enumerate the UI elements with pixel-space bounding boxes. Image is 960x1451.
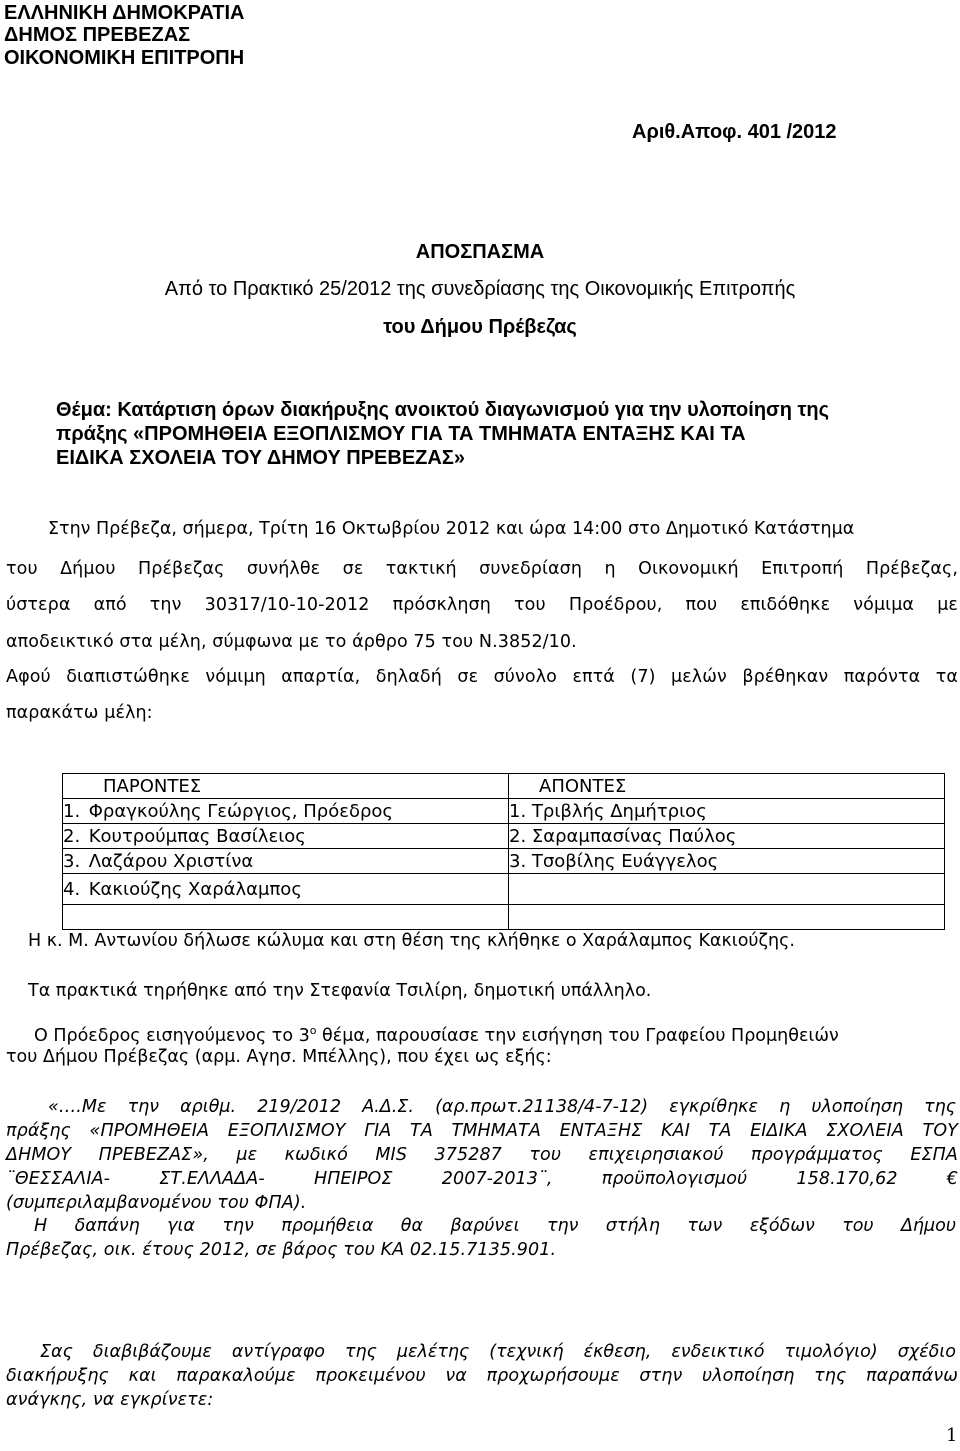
quote-line-7: Πρέβεζας, οικ. έτους 2012, σε βάρος του ΚΑ 02.15.7135.901. [6,1240,557,1260]
quote-line-2: πράξης «ΠΡΟΜΗΘΕΙΑ ΕΞΟΠΛΙΣΜΟΥ ΓΙΑ ΤΑ ΤΜΗΜΑΤΑ ΕΝΤΑΞΗΣ ΚΑΙ ΤΑ ΕΙΔΙΚΑ ΣΧΟΛΕΙΑ ΤΟΥ [6,1121,958,1141]
intro-line-5: Αφού διαπιστώθηκε νόμιμη απαρτία, δηλαδή σε σύνολο επτά (7) μελών βρέθηκαν παρόντα τα [6,667,958,687]
members-table [62,773,945,930]
quote-line-1: «….Με την αριθμ. 219/2012 Α.Δ.Σ. (αρ.πρωτ.21138/4-7-12) εγκρίθηκε η υλοποίηση της [48,1097,956,1117]
quote-line-6: Η δαπάνη για την προμήθεια θα βαρύνει την στήλη των εξόδων του Δήμου [34,1216,956,1236]
present-name: Κακιούζης Χαράλαμπος [88,878,302,900]
extract-title: ΑΠΟΣΠΑΣΜΑ [415,241,545,263]
absent-member: 3. Τσοβίλης Ευάγγελος [509,849,945,874]
absent-member: 2. Σαραμπασίνας Παύλος [509,824,945,849]
intro-line-1: Στην Πρέβεζα, σήμερα, Τρίτη 16 Οκτωβρίου 2012 και ώρα 14:00 στο Δημοτικό Κατάστημα [48,519,855,539]
intro-line-2: του Δήμου Πρέβεζας συνήλθε σε τακτική συνεδρίαση η Οικονομική Επιτροπή Πρέβεζας, [6,559,958,579]
present-name: Φραγκούλης Γεώργιος, Πρόεδρος [88,800,393,822]
header-line-2: ΔΗΜΟΣ ΠΡΕΒΕΖΑΣ [4,24,191,46]
ordinal-superscript: ο [309,1024,317,1037]
chair-line-2: του Δήμου Πρέβεζας (αρμ. Αγησ. Μπέλλης), που έχει ως εξής: [6,1047,552,1067]
quote-line-4: ¨ΘΕΣΣΑΛΙΑ- ΣΤ.ΕΛΛΑΔΑ- ΗΠΕΙΡΟΣ 2007-2013¨, προϋπολογισμού 158.170,62 € [6,1169,958,1189]
absent-member: 1. Τριβλής Δημήτριος [509,799,945,824]
intro-line-6: παρακάτω μέλη: [6,703,153,723]
page-number: 1 [946,1425,958,1446]
table-row [63,774,945,799]
veto-note: Η κ. Μ. Αντωνίου δήλωσε κώλυμα και στη θέση της κλήθηκε ο Χαράλαμπος Κακιούζης. [28,931,795,951]
subject-line-3: ΕΙΔΙΚΑ ΣΧΟΛΕΙΑ ΤΟΥ ΔΗΜΟΥ ΠΡΕΒΕΖΑΣ» [56,447,465,469]
present-number: 1. [63,800,81,822]
chair-text-start: Ο Πρόεδρος εισηγούμενος το 3 [34,1025,310,1046]
intro-line-3: ύστερα από την 30317/10-10-2012 πρόσκληση του Προέδρου, που επιδόθηκε νόμιμα με [6,595,958,615]
closing-line-1: Σας διαβιβάζουμε αντίγραφο της μελέτης (τεχνική έκθεση, ενδεικτικό τιμολόγιο) σχέδιο [40,1342,956,1362]
closing-line-2: διακήρυξης και παρακαλούμε προκειμένου να προχωρήσουμε στην υλοποίηση της παραπάνω [6,1366,958,1386]
table-row [63,799,945,824]
quote-line-5: (συμπεριλαμβανομένου του ΦΠΑ). [6,1193,307,1213]
table-row [63,905,945,930]
intro-line-4: αποδεικτικό στα μέλη, σύμφωνα με το άρθρο 75 του Ν.3852/10. [6,632,577,652]
table-row [63,824,945,849]
present-member-cell [63,799,509,824]
absent-empty-cell [509,874,945,905]
minutes-title: Από το Πρακτικό 25/2012 της συνεδρίασης της Οικονομικής Επιτροπής [164,278,796,300]
table-row [63,849,945,874]
decision-number: Αριθ.Αποφ. 401 /2012 [632,121,837,143]
minutes-keeper-note: Τα πρακτικά τηρήθηκε από την Στεφανία Τσιλίρη, δημοτική υπάλληλο. [28,981,652,1001]
present-member-cell [63,874,509,905]
municipality-title: του Δήμου Πρέβεζας [383,316,577,338]
absent-header: ΑΠΟΝΤΕΣ [509,774,945,799]
present-name: Λαζάρου Χριστίνα [88,850,254,872]
chair-line-1 [34,1024,839,1046]
present-name: Κουτρούμπας Βασίλειος [88,825,306,847]
header-line-1: ΕΛΛΗΝΙΚΗ ΔΗΜΟΚΡΑΤΙΑ [4,2,245,24]
empty-cell [509,905,945,930]
present-number: 4. [63,878,81,900]
present-number: 3. [63,850,81,872]
chair-text-end: θέμα, παρουσίασε την εισήγηση του Γραφείου Προμηθειών [316,1025,839,1046]
table-row [63,874,945,905]
present-member-cell [63,849,509,874]
present-member-cell [63,824,509,849]
closing-line-3: ανάγκης, να εγκρίνετε: [6,1390,214,1410]
subject-line-1: Θέμα: Κατάρτιση όρων διακήρυξης ανοικτού διαγωνισμού για την υλοποίηση της [56,399,830,421]
header-line-3: ΟΙΚΟΝΟΜΙΚΗ ΕΠΙΤΡΟΠΗ [4,47,245,69]
present-header: ΠΑΡΟΝΤΕΣ [63,774,509,799]
present-number: 2. [63,825,81,847]
quote-line-3: ΔΗΜΟΥ ΠΡΕΒΕΖΑΣ», με κωδικό MIS 375287 του επιχειρησιακού προγράμματος ΕΣΠΑ [6,1145,958,1165]
empty-cell [63,905,509,930]
subject-line-2: πράξης «ΠΡΟΜΗΘΕΙΑ ΕΞΟΠΛΙΣΜΟΥ ΓΙΑ ΤΑ ΤΜΗΜΑΤΑ ΕΝΤΑΞΗΣ ΚΑΙ ΤΑ [56,423,746,445]
